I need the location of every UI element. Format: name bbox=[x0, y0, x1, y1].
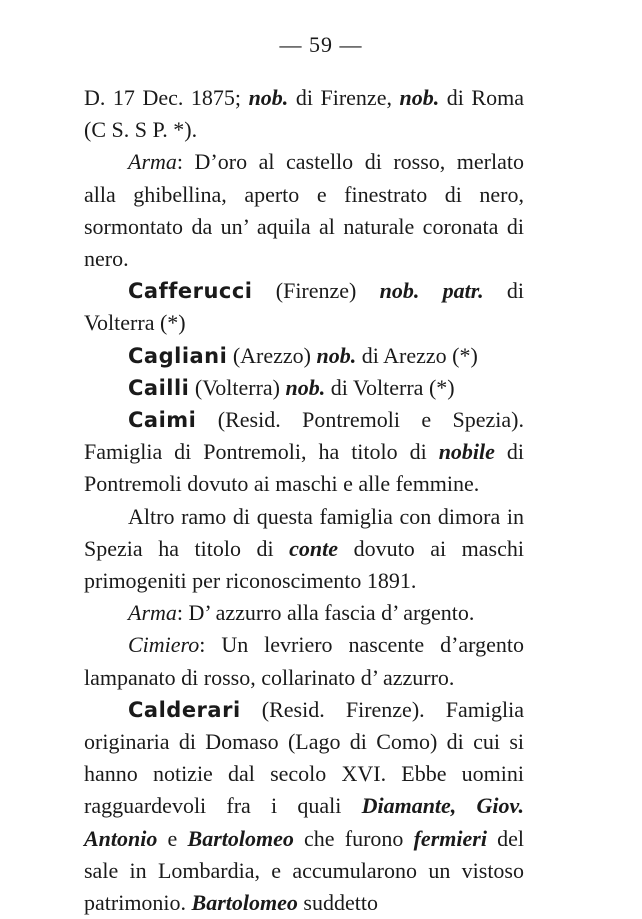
text-run: Altro ramo di questa famiglia con dimora in Spezia ha titolo di bbox=[84, 503, 524, 561]
text-run: di Pontremoli dovuto ai maschi e alle femmine. bbox=[84, 439, 524, 497]
text-run: : D’ azzurro alla fascia d’ argento. bbox=[176, 600, 475, 626]
text-run: : D’oro al castello di rosso, merlato alla ghibellina, aperto e finestrato di nero, sormontato da un’ aquila al naturale coronata di nero. bbox=[84, 149, 524, 272]
paragraph bbox=[84, 146, 524, 275]
text-run: che furono bbox=[293, 825, 414, 851]
emphasis: nob. bbox=[316, 342, 357, 368]
label-term: Arma bbox=[128, 600, 177, 626]
text-run: (Firenze) bbox=[252, 278, 380, 304]
text-run: di Roma (C S. S P. *). bbox=[84, 85, 524, 143]
text-run: e bbox=[157, 825, 188, 851]
page-number: — 59 — bbox=[279, 32, 363, 57]
family-name: Calderari bbox=[128, 697, 241, 722]
emphasis: nobile bbox=[438, 439, 495, 465]
label-term: Cimiero bbox=[128, 632, 200, 658]
text-run: (Arezzo) bbox=[227, 342, 317, 368]
emphasis: nob. bbox=[285, 374, 326, 400]
text-run: del sale in Lombardia, e accumularono un vistoso patrimonio. bbox=[84, 825, 524, 916]
family-name: Caimi bbox=[128, 408, 197, 433]
text-run: di Firenze, bbox=[288, 85, 400, 110]
paragraph bbox=[84, 275, 524, 339]
emphasis: Bartolomeo bbox=[187, 825, 294, 851]
family-name: Cagliani bbox=[128, 343, 228, 368]
paragraph bbox=[84, 82, 524, 146]
emphasis: nob. bbox=[248, 85, 289, 110]
family-name: Cafferucci bbox=[128, 279, 253, 304]
family-name: Cailli bbox=[128, 375, 190, 400]
emphasis: Diamante, Giov. Antonio bbox=[84, 793, 524, 851]
paragraph bbox=[84, 404, 524, 501]
paragraph bbox=[84, 694, 524, 919]
paragraph bbox=[84, 629, 524, 693]
text-run: (Resid. Pontremoli e Spezia). Famiglia di Pontremoli, ha titolo di bbox=[84, 407, 524, 465]
paragraph bbox=[84, 372, 524, 404]
text-run: : Un levriero nascente d’argento lampanato di rosso, collarinato d’ azzurro. bbox=[84, 632, 524, 690]
emphasis: fermieri bbox=[413, 825, 487, 851]
text-run: di Volterra (*) bbox=[84, 278, 524, 336]
text-run: di Volterra (*) bbox=[325, 374, 455, 400]
text-run: (Volterra) bbox=[189, 374, 286, 400]
paragraph bbox=[84, 340, 524, 372]
text-run: di Arezzo (*) bbox=[356, 342, 478, 368]
emphasis: Bartolomeo bbox=[191, 890, 298, 916]
paragraph bbox=[84, 501, 524, 598]
emphasis: nob. patr. bbox=[379, 278, 484, 304]
text-run: D. 17 Dec. 1875; bbox=[84, 85, 249, 110]
text-run: dovuto ai maschi primogeniti per riconoscimento 1891. bbox=[84, 535, 524, 594]
emphasis: conte bbox=[289, 535, 339, 561]
emphasis: nob. bbox=[399, 85, 440, 110]
text-run: suddetto bbox=[297, 890, 378, 916]
page-text bbox=[84, 82, 524, 919]
label-term: Arma bbox=[128, 149, 177, 175]
text-run: (Resid. Firenze). Famiglia originaria di Domaso (Lago di Como) di cui si hanno notizie dal secolo XVI. Ebbe uomini ragguardevoli fra i quali bbox=[84, 696, 524, 819]
paragraph bbox=[84, 597, 524, 629]
